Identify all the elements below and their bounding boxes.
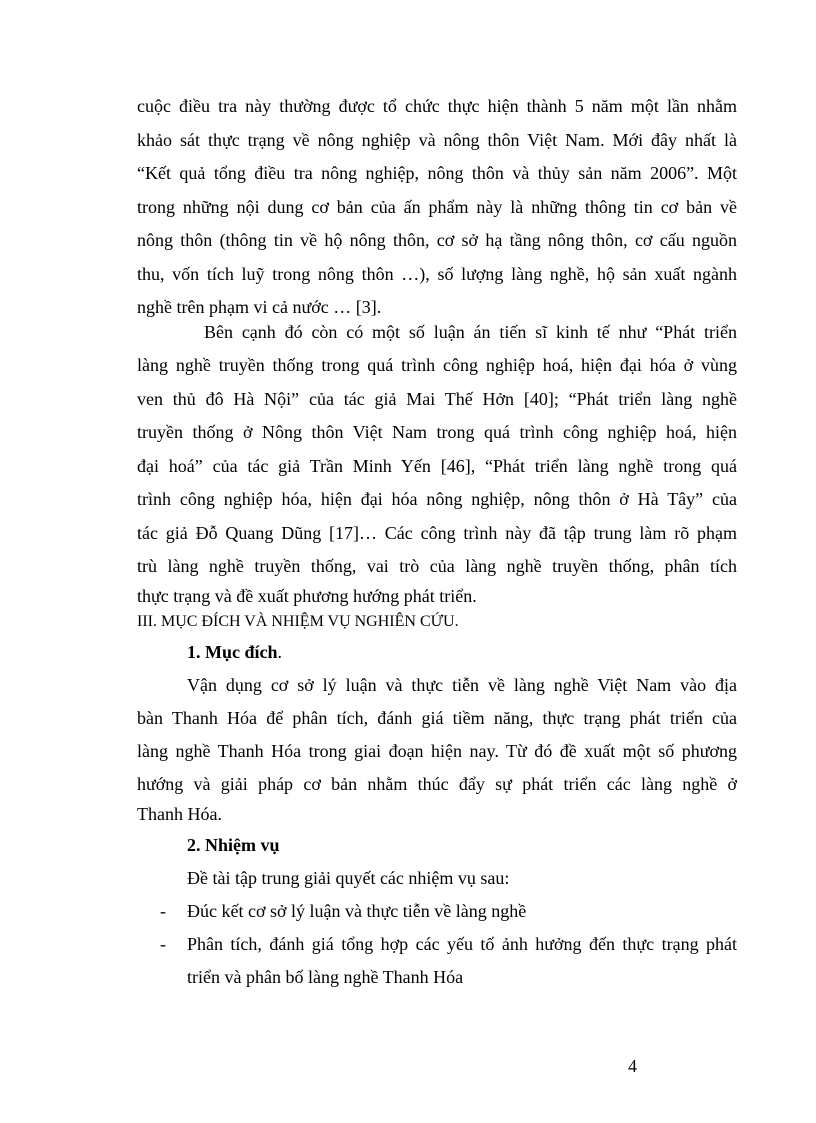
- subheading-purpose: [187, 641, 282, 663]
- subheading-tasks: [187, 834, 280, 856]
- paragraph-3-line-4: hướng và giải pháp cơ bản nhằm thúc đẩy sự phát triển các làng nghề ở: [137, 774, 737, 794]
- bullet-1-text: Đúc kết cơ sở lý luận và thực tiễn về làng nghề: [187, 901, 527, 921]
- paragraph-3-line-1: Vận dụng cơ sở lý luận và thực tiễn về làng nghề Việt Nam vào địa: [187, 675, 737, 695]
- paragraph-2-line-7: tác giả Đỗ Quang Dũng [17]… Các công trình này đã tập trung làm rõ phạm: [137, 523, 737, 543]
- page-number: 4: [628, 1056, 637, 1076]
- paragraph-2-line-5: đại hoá” của tác giả Trần Minh Yến [46], “Phát triển làng nghề trong quá: [137, 456, 737, 476]
- subheading-purpose-number: 1.: [187, 642, 201, 662]
- paragraph-1-line-5: nông thôn (thông tin về hộ nông thôn, cơ sở hạ tầng nông thôn, cơ cấu nguồn: [137, 230, 737, 250]
- paragraph-2-line-4: truyền thống ở Nông thôn Việt Nam trong quá trình công nghiệp hoá, hiện: [137, 422, 737, 442]
- paragraph-2-line-3: ven thủ đô Hà Nội” của tác giả Mai Thế Hởn [40]; “Phát triển làng nghề: [137, 389, 737, 409]
- bullet-marker-2: -: [160, 934, 166, 954]
- paragraph-2-line-1: Bên cạnh đó còn có một số luận án tiến sĩ kinh tế như “Phát triển: [204, 322, 737, 342]
- section-heading: III. MỤC ĐÍCH VÀ NHIỆM VỤ NGHIÊN CỨU.: [137, 613, 459, 630]
- subheading-tasks-title: Nhiệm vụ: [205, 835, 280, 855]
- paragraph-3-line-5: Thanh Hóa.: [137, 804, 222, 824]
- subheading-purpose-period: .: [277, 642, 283, 662]
- paragraph-3-line-2: bàn Thanh Hóa để phân tích, đánh giá tiềm năng, thực trạng phát triển của: [137, 708, 737, 728]
- subheading-tasks-number: 2.: [187, 835, 201, 855]
- bullet-2-line-2: triển và phân bố làng nghề Thanh Hóa: [187, 967, 464, 987]
- paragraph-1-line-4: trong những nội dung cơ bản của ấn phẩm này là những thông tin cơ bản về: [137, 197, 737, 217]
- paragraph-1-line-3: “Kết quả tổng điều tra nông nghiệp, nông thôn và thủy sản năm 2006”. Một: [137, 163, 737, 183]
- paragraph-1-line-6: thu, vốn tích luỹ trong nông thôn …), số lượng làng nghề, hộ sản xuất ngành: [137, 264, 737, 284]
- bullet-2-line-1: Phân tích, đánh giá tổng hợp các yếu tố ảnh hưởng đến thực trạng phát: [187, 934, 737, 954]
- bullet-marker-1: -: [160, 901, 166, 921]
- paragraph-2-line-2: làng nghề truyền thống trong quá trình công nghiệp hoá, hiện đại hóa ở vùng: [137, 355, 737, 375]
- paragraph-2-line-6: trình công nghiệp hóa, hiện đại hóa nông nghiệp, nông thôn ở Hà Tây” của: [137, 489, 737, 509]
- tasks-intro: Đề tài tập trung giải quyết các nhiệm vụ sau:: [187, 868, 510, 888]
- paragraph-3-line-3: làng nghề Thanh Hóa trong giai đoạn hiện nay. Từ đó đề xuất một số phương: [137, 741, 737, 761]
- subheading-purpose-title: Mục đích: [205, 642, 278, 662]
- paragraph-1-line-7: nghề trên phạm vi cả nước … [3].: [137, 297, 382, 317]
- paragraph-2-line-8: trù làng nghề truyền thống, vai trò của làng nghề truyền thống, phân tích: [137, 556, 737, 576]
- paragraph-2-line-9: thực trạng và đề xuất phương hướng phát triển.: [137, 586, 477, 606]
- paragraph-1-line-2: khảo sát thực trạng về nông nghiệp và nông thôn Việt Nam. Mới đây nhất là: [137, 130, 737, 150]
- paragraph-1-line-1: cuộc điều tra này thường được tổ chức thực hiện thành 5 năm một lần nhằm: [137, 96, 737, 116]
